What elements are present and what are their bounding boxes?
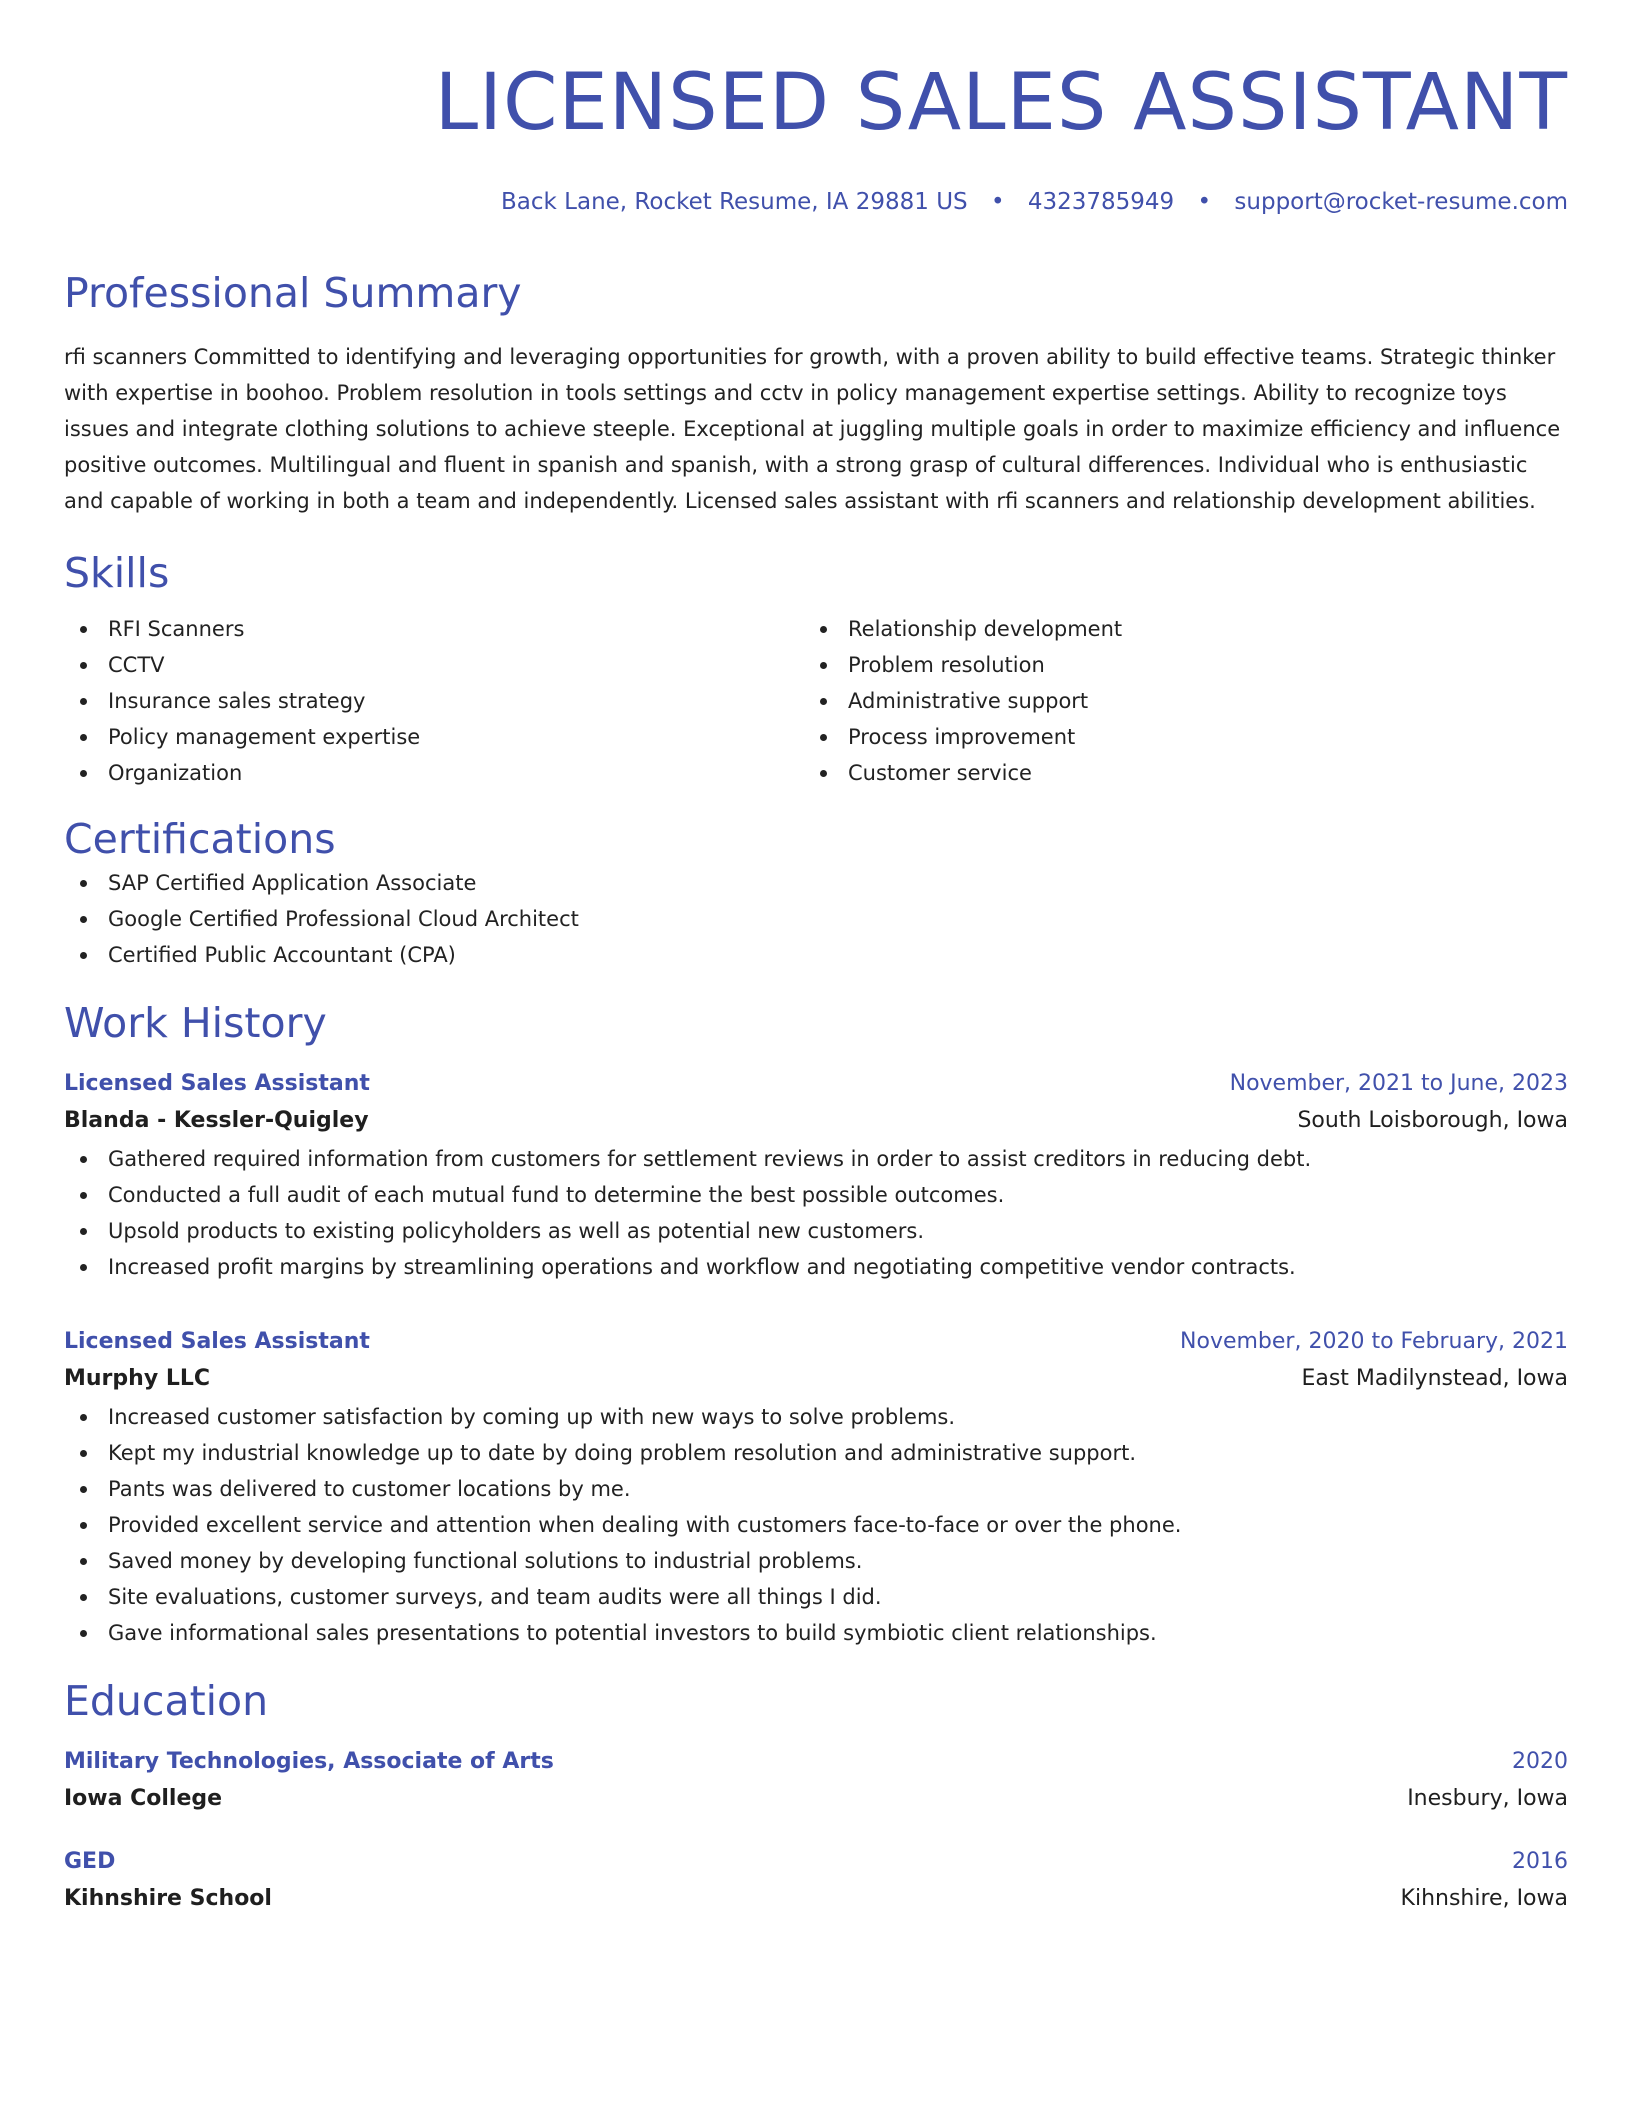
job-header-row (64, 1325, 1568, 1359)
contact-separator: • (1197, 189, 1212, 215)
list-item: Process improvement (804, 719, 1544, 755)
job-company-row (64, 1101, 1568, 1141)
job-location: South Loisborough, Iowa (1297, 1108, 1568, 1133)
section-education (64, 1675, 1568, 1919)
job-header-row (64, 1067, 1568, 1101)
job-role: Licensed Sales Assistant (64, 1071, 370, 1096)
education-school-row (64, 1879, 1568, 1919)
list-item: Gave informational sales presentations to potential investors to build symbiotic client relationships. (64, 1615, 1568, 1651)
education-header-row (64, 1845, 1568, 1879)
list-item: CCTV (64, 647, 804, 683)
resume-header (64, 55, 1568, 217)
section-title: Education (64, 1677, 269, 1725)
skills-column-right (804, 611, 1544, 791)
job-dates: November, 2020 to February, 2021 (1180, 1329, 1568, 1354)
education-year: 2020 (1512, 1749, 1568, 1774)
contact-phone: 4323785949 (1027, 189, 1175, 215)
education-entry (64, 1745, 1568, 1819)
list-item: Policy management expertise (64, 719, 804, 755)
section-title: Professional Summary (64, 269, 522, 317)
section-summary (64, 267, 1568, 519)
list-item: Gathered required information from customers for settlement reviews in order to assist creditors in reducing debt. (64, 1141, 1568, 1177)
list-item: Increased profit margins by streamlining operations and workflow and negotiating competitive vendor contracts. (64, 1249, 1568, 1285)
section-title: Work History (64, 999, 327, 1047)
education-entry (64, 1845, 1568, 1919)
education-degree: GED (64, 1849, 116, 1874)
list-item: SAP Certified Application Associate (64, 865, 1568, 901)
section-certifications (64, 813, 1568, 973)
list-item: Problem resolution (804, 647, 1544, 683)
skills-column-left (64, 611, 804, 791)
section-title: Skills (64, 549, 170, 597)
certifications-list (64, 865, 1568, 973)
job-company-row (64, 1359, 1568, 1399)
skills-columns (64, 611, 1568, 791)
job-company: Murphy LLC (64, 1366, 210, 1391)
job-location: East Madilynstead, Iowa (1301, 1366, 1568, 1391)
section-title: Certifications (64, 815, 336, 863)
list-item: Saved money by developing functional solutions to industrial problems. (64, 1543, 1568, 1579)
list-item: Google Certified Professional Cloud Architect (64, 901, 1568, 937)
section-work-history (64, 997, 1568, 1651)
contact-separator: • (990, 189, 1005, 215)
education-header-row (64, 1745, 1568, 1779)
list-item: Relationship development (804, 611, 1544, 647)
list-item: Certified Public Accountant (CPA) (64, 937, 1568, 973)
job-title-heading: LICENSED SALES ASSISTANT (434, 58, 1568, 148)
skills-list (64, 611, 804, 791)
list-item: Administrative support (804, 683, 1544, 719)
summary-text: rfi scanners Committed to identifying and leveraging opportunities for growth, with a proven ability to build effective teams. Strategic thinker with expertise in boohoo. Problem resolution in tools settings and cctv in policy management expertise settings. Ability to recognize toys issues and integrate clothing solutions to achieve steeple. Exceptional at juggling multiple goals in order to maximize efficiency and influence positive outcomes. Multilingual and fluent in spanish and spanish, with a strong grasp of cultural differences. Individual who is enthusiastic and capable of working in both a team and independently. Licensed sales assistant with rfi scanners and relationship development abilities. (64, 345, 1561, 513)
education-degree: Military Technologies, Associate of Arts (64, 1749, 554, 1774)
job-bullets (64, 1399, 1568, 1651)
education-school-row (64, 1779, 1568, 1819)
list-item: Organization (64, 755, 804, 791)
job-role: Licensed Sales Assistant (64, 1329, 370, 1354)
education-location: Inesbury, Iowa (1407, 1786, 1568, 1811)
section-skills (64, 547, 1568, 791)
list-item: Provided excellent service and attention when dealing with customers face-to-face or over the phone. (64, 1507, 1568, 1543)
list-item: Insurance sales strategy (64, 683, 804, 719)
education-location: Kihnshire, Iowa (1400, 1886, 1568, 1911)
job-entry (64, 1067, 1568, 1285)
job-dates: November, 2021 to June, 2023 (1229, 1071, 1568, 1096)
list-item: Site evaluations, customer surveys, and team audits were all things I did. (64, 1579, 1568, 1615)
contact-email: support@rocket-resume.com (1234, 189, 1568, 215)
list-item: Conducted a full audit of each mutual fund to determine the best possible outcomes. (64, 1177, 1568, 1213)
contact-line (64, 187, 1568, 217)
job-entry (64, 1325, 1568, 1651)
list-item: Pants was delivered to customer locations by me. (64, 1471, 1568, 1507)
list-item: Customer service (804, 755, 1544, 791)
education-school: Kihnshire School (64, 1886, 272, 1911)
list-item: Kept my industrial knowledge up to date by doing problem resolution and administrative support. (64, 1435, 1568, 1471)
list-item: RFI Scanners (64, 611, 804, 647)
contact-address: Back Lane, Rocket Resume, IA 29881 US (501, 189, 968, 215)
skills-list (804, 611, 1544, 791)
education-school: Iowa College (64, 1786, 223, 1811)
list-item: Increased customer satisfaction by coming up with new ways to solve problems. (64, 1399, 1568, 1435)
job-company: Blanda - Kessler-Quigley (64, 1108, 369, 1133)
education-year: 2016 (1512, 1849, 1568, 1874)
job-bullets (64, 1141, 1568, 1285)
list-item: Upsold products to existing policyholders as well as potential new customers. (64, 1213, 1568, 1249)
